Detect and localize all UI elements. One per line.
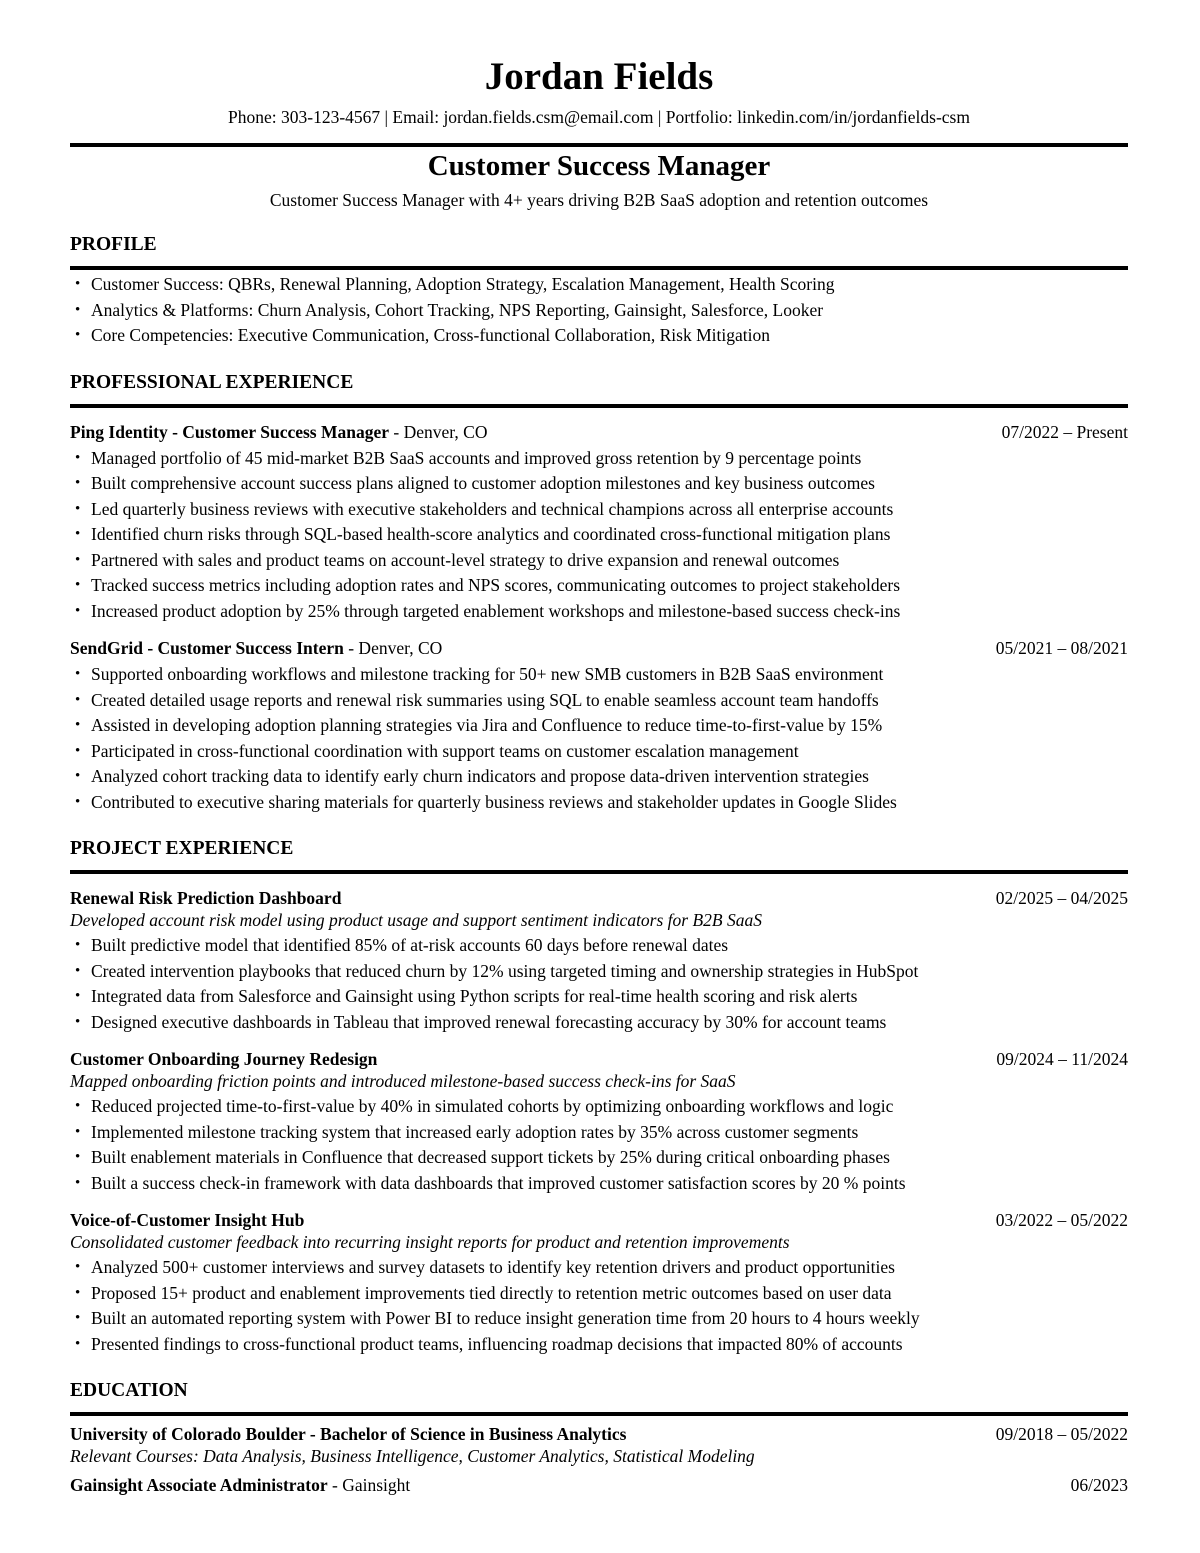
section-divider <box>70 266 1128 270</box>
project-subtitle: Mapped onboarding friction points and introduced milestone-based success check-ins for SaaS <box>70 1071 736 1091</box>
section-professional-experience <box>70 371 1128 816</box>
project-bullet-list <box>70 933 1128 1035</box>
job-entry-ping-identity <box>70 421 1128 625</box>
section-project-experience <box>70 837 1128 1357</box>
job-bullet: • Participated in cross-functional coordination with support teams on customer escalation management <box>70 739 1128 765</box>
education-dates: 09/2018 – 05/2022 <box>995 1424 1128 1444</box>
project-entry-voice-of-customer-hub <box>70 1209 1128 1357</box>
job-company-role: Ping Identity - Customer Success Manager <box>70 421 390 442</box>
certification-name: Gainsight Associate Administrator <box>70 1475 328 1495</box>
project-bullet: • Implemented milestone tracking system that increased early adoption rates by 35% across customer segments <box>70 1120 1128 1146</box>
project-title: Voice-of-Customer Insight Hub <box>70 1210 305 1230</box>
certification-date: 06/2023 <box>1070 1475 1128 1495</box>
project-entry-onboarding-journey-redesign <box>70 1048 1128 1196</box>
project-bullet: • Integrated data from Salesforce and Gainsight using Python scripts for real-time health scoring and risk alerts <box>70 984 1128 1010</box>
job-bullet: • Identified churn risks through SQL-based health-score analytics and coordinated cross-functional mitigation plans <box>70 522 1128 548</box>
project-bullet-list <box>70 1094 1128 1196</box>
profile-bullet-list <box>70 272 1128 349</box>
profile-bullet: • Customer Success: QBRs, Renewal Planning, Adoption Strategy, Escalation Management, Health Scoring <box>70 272 1128 298</box>
project-dates: 09/2024 – 11/2024 <box>996 1049 1128 1069</box>
section-divider <box>70 1412 1128 1416</box>
project-bullet-list <box>70 1255 1128 1357</box>
project-header <box>70 887 1128 910</box>
project-bullet: • Built an automated reporting system with Power BI to reduce insight generation time from 20 hours to 4 hours weekly <box>70 1306 1128 1332</box>
resume-header <box>70 54 1128 211</box>
job-bullet: • Tracked success metrics including adoption rates and NPS scores, communicating outcomes to project stakeholders <box>70 573 1128 599</box>
job-bullet-list <box>70 662 1128 815</box>
project-header <box>70 1048 1128 1071</box>
resume-summary: Customer Success Manager with 4+ years driving B2B SaaS adoption and retention outcomes <box>269 190 929 210</box>
job-bullet: • Created detailed usage reports and renewal risk summaries using SQL to enable seamless account team handoffs <box>70 688 1128 714</box>
project-bullet: • Reduced projected time-to-first-value by 40% in simulated cohorts by optimizing onboarding workflows and logic <box>70 1094 1128 1120</box>
job-title <box>70 421 487 444</box>
project-subtitle: Developed account risk model using product usage and support sentiment indicators for B2B SaaS <box>70 910 762 930</box>
project-bullet: • Built a success check-in framework with data dashboards that improved customer satisfaction scores by 20 % points <box>70 1171 1128 1197</box>
projects-heading: PROJECT EXPERIENCE <box>70 838 294 859</box>
profile-bullet: • Core Competencies: Executive Communication, Cross-functional Collaboration, Risk Mitigation <box>70 323 1128 349</box>
certification-title <box>70 1474 410 1497</box>
job-bullet: • Partnered with sales and product teams on account-level strategy to drive expansion and renewal outcomes <box>70 548 1128 574</box>
education-entry-certification <box>70 1474 1128 1497</box>
project-title: Customer Onboarding Journey Redesign <box>70 1049 378 1069</box>
contact-line: Phone: 303-123-4567 | Email: jordan.fields.csm@email.com | Portfolio: linkedin.com/in/jordanfields-csm <box>228 107 970 127</box>
job-entry-sendgrid <box>70 637 1128 815</box>
job-dates: 07/2022 – Present <box>1001 421 1128 442</box>
education-header <box>70 1423 1128 1446</box>
education-degree <box>70 1423 626 1446</box>
job-bullet: • Managed portfolio of 45 mid-market B2B SaaS accounts and improved gross retention by 9 percentage points <box>70 446 1128 472</box>
job-location: - Denver, CO <box>389 421 488 442</box>
job-title <box>70 637 442 660</box>
job-bullet: • Led quarterly business reviews with executive stakeholders and technical champions across all enterprise accounts <box>70 497 1128 523</box>
job-bullet: • Contributed to executive sharing materials for quarterly business reviews and stakeholder updates in Google Slides <box>70 790 1128 816</box>
project-header <box>70 1209 1128 1232</box>
project-dates: 03/2022 – 05/2022 <box>995 1210 1128 1230</box>
certification-issuer: - Gainsight <box>327 1475 411 1495</box>
profile-bullet: • Analytics & Platforms: Churn Analysis, Cohort Tracking, NPS Reporting, Gainsight, Salesforce, Looker <box>70 298 1128 324</box>
profile-heading: PROFILE <box>70 234 157 255</box>
education-entry-university <box>70 1423 1128 1467</box>
experience-heading: PROFESSIONAL EXPERIENCE <box>70 371 354 393</box>
section-education <box>70 1379 1128 1497</box>
project-entry-renewal-risk-dashboard <box>70 887 1128 1035</box>
education-header <box>70 1474 1128 1497</box>
resume-title: Customer Success Manager <box>427 150 771 182</box>
job-bullet: • Analyzed cohort tracking data to identify early churn indicators and propose data-driven intervention strategies <box>70 764 1128 790</box>
project-bullet: • Analyzed 500+ customer interviews and survey datasets to identify key retention drivers and product opportunities <box>70 1255 1128 1281</box>
header-divider <box>70 143 1128 147</box>
project-bullet: • Designed executive dashboards in Tableau that improved renewal forecasting accuracy by 30% for account teams <box>70 1010 1128 1036</box>
job-bullet: • Built comprehensive account success plans aligned to customer adoption milestones and key business outcomes <box>70 471 1128 497</box>
project-bullet: • Proposed 15+ product and enablement improvements tied directly to retention metric outcomes based on user data <box>70 1281 1128 1307</box>
job-company-role: SendGrid - Customer Success Intern <box>70 638 344 658</box>
job-header <box>70 637 1128 660</box>
candidate-name: Jordan Fields <box>484 55 714 98</box>
job-bullet: • Assisted in developing adoption planning strategies via Jira and Confluence to reduce time-to-first-value by 15% <box>70 713 1128 739</box>
education-courses: Relevant Courses: Data Analysis, Business Intelligence, Customer Analytics, Statistical Modeling <box>70 1446 755 1466</box>
project-bullet: • Created intervention playbooks that reduced churn by 12% using targeted timing and ownership strategies in HubSpot <box>70 959 1128 985</box>
job-bullet: • Supported onboarding workflows and milestone tracking for 50+ new SMB customers in B2B SaaS environment <box>70 662 1128 688</box>
section-divider <box>70 870 1128 874</box>
education-heading: EDUCATION <box>70 1380 188 1401</box>
project-dates: 02/2025 – 04/2025 <box>995 888 1128 908</box>
job-header <box>70 421 1128 444</box>
project-bullet: • Presented findings to cross-functional product teams, influencing roadmap decisions that impacted 80% of accounts <box>70 1332 1128 1358</box>
job-bullet: • Increased product adoption by 25% through targeted enablement workshops and milestone-based success check-ins <box>70 599 1128 625</box>
section-profile <box>70 233 1128 349</box>
job-dates: 05/2021 – 08/2021 <box>995 638 1128 658</box>
job-location: - Denver, CO <box>343 638 443 658</box>
section-divider <box>70 404 1128 408</box>
education-degree-text: University of Colorado Boulder - Bachelor of Science in Business Analytics <box>70 1424 627 1444</box>
project-title: Renewal Risk Prediction Dashboard <box>70 888 342 908</box>
project-bullet: • Built predictive model that identified 85% of at-risk accounts 60 days before renewal dates <box>70 933 1128 959</box>
project-bullet: • Built enablement materials in Confluence that decreased support tickets by 25% during critical onboarding phases <box>70 1145 1128 1171</box>
job-bullet-list <box>70 446 1128 625</box>
project-subtitle: Consolidated customer feedback into recurring insight reports for product and retention improvements <box>70 1232 790 1252</box>
